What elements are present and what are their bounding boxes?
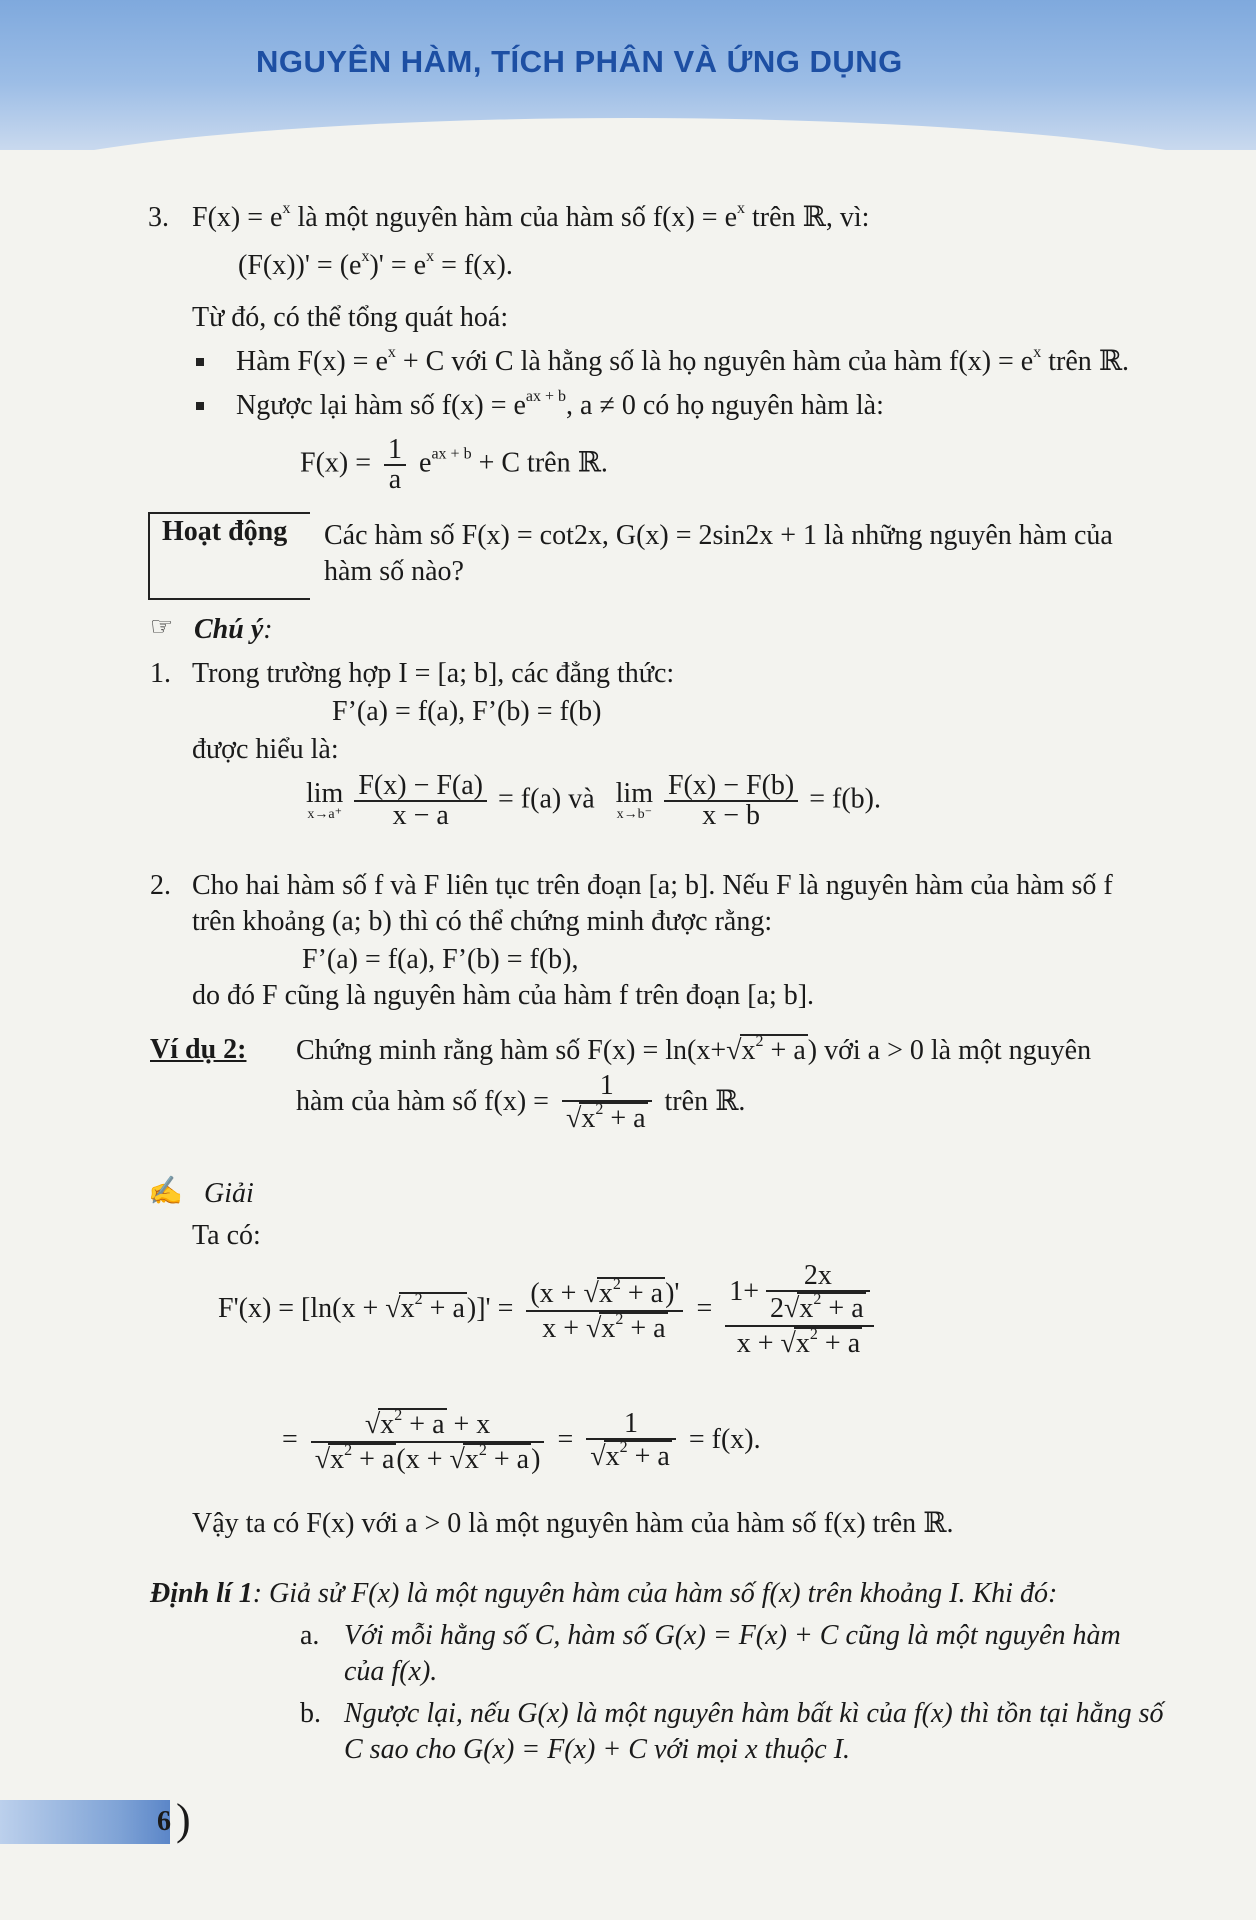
example2-line1: Chứng minh rằng hàm số $F(x) = \ln(x+√x^2 + a)$ với a > 0 là một nguyên bbox=[296, 1033, 1092, 1066]
example2-label: Ví dụ 2: bbox=[150, 1034, 247, 1065]
activity-label: Hoạt động bbox=[162, 516, 288, 547]
note2-line2: trên khoảng (a; b) thì có thể chứng minh được rằng: bbox=[192, 906, 773, 937]
item3-statement: $F(x) = e^x$ là một nguyên hàm của hàm số $f(x) = e^x$ trên ℝ, vì: bbox=[192, 200, 870, 233]
item3-formula: F(x) = $\frac{1}{a}$ $e^{ax + b} + C$ trên ℝ. bbox=[300, 434, 608, 495]
bullet-marker bbox=[196, 358, 204, 366]
derivative-line1: $F'(x) = [\ln(x + √x^2 + a)]'$ = $\frac{(x + √x^2 + a)'}{x + √x^2 + a}$ = 1+ $\frac{2x}{2√x^2 + a}$ $x + √x^2 + a$ bbox=[218, 1262, 880, 1360]
note1-number: 1. bbox=[150, 658, 171, 689]
activity-line2: hàm số nào? bbox=[324, 556, 464, 587]
derivative-line2: = $\frac{√x^2 + a + x}{√x^2 + a(x + √x^2 + a)}$ = $\frac{1}{√x^2 + a}$ = f(x). bbox=[282, 1407, 761, 1475]
theorem1-b-line2: C sao cho G(x) = F(x) + C với mọi x thuộc I. bbox=[344, 1734, 851, 1765]
note2-line1: Cho hai hàm số f và F liên tục trên đoạn [a; b]. Nếu F là nguyên hàm của hàm số f bbox=[192, 870, 1113, 901]
solution-conclusion: Vậy ta có F(x) với a > 0 là một nguyên hàm của hàm số f(x) trên ℝ. bbox=[192, 1508, 954, 1539]
note1-text: Trong trường hợp I = [a; b], các đẳng thức: bbox=[192, 658, 675, 689]
page-number-bracket: ) bbox=[176, 1795, 191, 1844]
item3-general: Từ đó, có thể tổng quát hoá: bbox=[192, 302, 509, 333]
item3-bullet2: Ngược lại hàm số $f(x) = e^{ax + b}$, a ≠ 0 có họ nguyên hàm là: bbox=[236, 388, 884, 421]
activity-line1: Các hàm số F(x) = cot2x, G(x) = 2sin2x + 1 là những nguyên hàm của bbox=[324, 520, 1113, 551]
chapter-title: NGUYÊN HÀM, TÍCH PHÂN VÀ ỨNG DỤNG bbox=[256, 44, 903, 79]
hand-pointer-icon: ☞ bbox=[150, 612, 174, 641]
note2-equation: F’(a) = f(a), F’(b) = f(b), bbox=[302, 944, 579, 975]
bullet-marker bbox=[196, 402, 204, 410]
note-title: Chú ý: bbox=[194, 614, 273, 645]
theorem1-a-label: a. bbox=[300, 1620, 320, 1651]
theorem1-intro: Định lí 1: Giả sử F(x) là một nguyên hàm của hàm số f(x) trên khoảng I. Khi đó: bbox=[150, 1578, 1058, 1609]
theorem1-a-line1: Với mỗi hằng số C, hàm số G(x) = F(x) + C cũng là một nguyên hàm bbox=[344, 1620, 1121, 1651]
page-number: 6 bbox=[157, 1806, 171, 1837]
note2-number: 2. bbox=[150, 870, 171, 901]
solution-title: Giải bbox=[204, 1178, 254, 1209]
item3-proof: $(F(x))' = (e^x)' = e^x = f(x)$. bbox=[238, 248, 513, 281]
example2-line2: hàm của hàm số f(x) = $\frac{1}{√x^2 + a}$ trên ℝ. bbox=[296, 1070, 746, 1134]
note2-line3: do đó F cũng là nguyên hàm của hàm f trên đoạn [a; b]. bbox=[192, 980, 815, 1011]
theorem1-b-line1: Ngược lại, nếu G(x) là một nguyên hàm bất kì của f(x) thì tồn tại hằng số bbox=[344, 1698, 1164, 1729]
solution-intro: Ta có: bbox=[192, 1220, 261, 1251]
theorem1-a-line2: của f(x). bbox=[344, 1656, 438, 1687]
theorem1-b-label: b. bbox=[300, 1698, 321, 1729]
item3-number: 3. bbox=[148, 202, 169, 233]
note1-equation: F’(a) = f(a), F’(b) = f(b) bbox=[332, 696, 602, 727]
item3-bullet1: Hàm $F(x) = e^x + C$ với C là hằng số là họ nguyên hàm của hàm $f(x) = e^x$ trên ℝ. bbox=[236, 344, 1130, 377]
note1-understood: được hiểu là: bbox=[192, 734, 339, 765]
limit-formula: lim x→a⁺ $\frac{F(x) - F(a)}{x - a}$ = f(a) và lim x→b⁻ $\frac{F(x) - F(b)}{x - b}$ = f(b). bbox=[306, 770, 881, 831]
pencil-icon: ✍ bbox=[148, 1176, 183, 1207]
